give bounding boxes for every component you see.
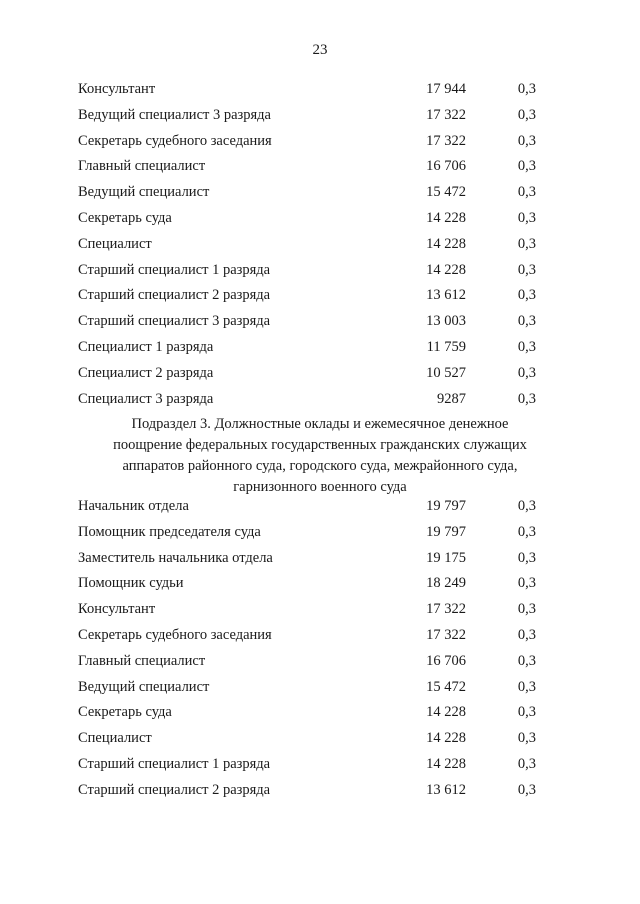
bonus-coefficient: 0,3 (517, 704, 536, 721)
table-row (0, 339, 640, 359)
bonus-coefficient: 0,3 (517, 523, 536, 540)
position-name: Заместитель начальника отдела (78, 549, 273, 566)
bonus-coefficient: 0,3 (517, 498, 536, 514)
position-name: Старший специалист 2 разряда (78, 287, 271, 304)
bonus-coefficient: 0,3 (517, 652, 536, 669)
salary-value: 17 322 (426, 627, 466, 643)
salary-value: 16 706 (426, 158, 466, 175)
page-number: 23 (312, 42, 328, 58)
salary-value: 14 228 (426, 235, 466, 252)
position-name: Ведущий специалист (78, 678, 210, 695)
salary-value: 11 759 (426, 339, 466, 355)
position-name: Секретарь суда (78, 210, 172, 226)
table-row (0, 704, 640, 724)
position-name: Консультант (78, 81, 156, 97)
salary-value: 9287 (437, 390, 466, 407)
bonus-coefficient: 0,3 (517, 364, 536, 381)
bonus-coefficient: 0,3 (517, 106, 536, 123)
bonus-coefficient: 0,3 (517, 756, 536, 772)
subsection-heading (80, 414, 560, 498)
table-row (0, 287, 640, 307)
salary-value: 13 612 (426, 781, 466, 798)
bonus-coefficient: 0,3 (517, 627, 536, 643)
bonus-coefficient: 0,3 (517, 158, 536, 175)
table-row (0, 653, 640, 673)
bonus-coefficient: 0,3 (517, 132, 536, 149)
salary-value: 16 706 (426, 652, 466, 669)
subsection-heading-line: поощрение федеральных государственных гражданских служащих (113, 437, 527, 453)
bonus-coefficient: 0,3 (517, 390, 536, 407)
table-row (0, 236, 640, 256)
position-name: Главный специалист (78, 652, 206, 669)
salary-value: 17 322 (426, 106, 466, 123)
table-row (0, 627, 640, 647)
table-row (0, 262, 640, 282)
table-row (0, 730, 640, 750)
subsection-heading-line: аппаратов районного суда, городского суда, межрайонного суда, (122, 458, 518, 474)
bonus-coefficient: 0,3 (517, 184, 536, 201)
position-name: Специалист 1 разряда (78, 339, 214, 355)
table-row (0, 81, 640, 101)
table-row (0, 313, 640, 333)
salary-value: 14 228 (426, 261, 466, 278)
position-name: Старший специалист 2 разряда (78, 781, 271, 798)
position-name: Старший специалист 1 разряда (78, 756, 271, 772)
table-row (0, 365, 640, 385)
salary-value: 14 228 (426, 210, 466, 226)
salary-value: 17 322 (426, 132, 466, 149)
position-name: Специалист (78, 730, 152, 747)
position-name: Специалист 3 разряда (78, 390, 214, 407)
salary-value: 14 228 (426, 704, 466, 721)
table-row (0, 575, 640, 595)
bonus-coefficient: 0,3 (517, 549, 536, 566)
position-name: Секретарь судебного заседания (78, 627, 272, 643)
salary-value: 17 322 (426, 601, 466, 618)
position-name: Специалист 2 разряда (78, 364, 214, 381)
salary-value: 17 944 (426, 81, 466, 97)
subsection-heading-line: Подраздел 3. Должностные оклады и ежемесячное денежное (131, 416, 509, 432)
salary-value: 18 249 (426, 575, 466, 592)
salary-value: 19 797 (426, 523, 466, 540)
salary-value: 14 228 (426, 756, 466, 772)
bonus-coefficient: 0,3 (517, 287, 536, 304)
position-name: Начальник отдела (78, 498, 189, 514)
position-name: Специалист (78, 235, 152, 252)
table-row (0, 679, 640, 699)
bonus-coefficient: 0,3 (517, 235, 536, 252)
position-name: Ведущий специалист (78, 184, 210, 201)
table-row (0, 107, 640, 127)
subsection-heading-line: гарнизонного военного суда (233, 479, 407, 495)
table-row (0, 601, 640, 621)
bonus-coefficient: 0,3 (517, 210, 536, 226)
position-name: Старший специалист 3 разряда (78, 313, 271, 330)
table-row (0, 524, 640, 544)
table-row (0, 210, 640, 230)
salary-value: 13 612 (426, 287, 466, 304)
position-name: Помощник судьи (78, 575, 184, 592)
position-name: Секретарь судебного заседания (78, 132, 272, 149)
salary-value: 10 527 (426, 364, 466, 381)
bonus-coefficient: 0,3 (517, 261, 536, 278)
position-name: Секретарь суда (78, 704, 172, 721)
salary-value: 13 003 (426, 313, 466, 330)
position-name: Ведущий специалист 3 разряда (78, 106, 271, 123)
bonus-coefficient: 0,3 (517, 781, 536, 798)
table-row (0, 184, 640, 204)
position-name: Консультант (78, 601, 156, 618)
table-row (0, 550, 640, 570)
table-row (0, 782, 640, 802)
table-row (0, 133, 640, 153)
table-row (0, 391, 640, 411)
bonus-coefficient: 0,3 (517, 575, 536, 592)
bonus-coefficient: 0,3 (517, 678, 536, 695)
bonus-coefficient: 0,3 (517, 313, 536, 330)
bonus-coefficient: 0,3 (517, 339, 536, 355)
salary-value: 15 472 (426, 184, 466, 201)
salary-value: 19 797 (426, 498, 466, 514)
bonus-coefficient: 0,3 (517, 601, 536, 618)
bonus-coefficient: 0,3 (517, 81, 536, 97)
table-row (0, 756, 640, 776)
salary-value: 14 228 (426, 730, 466, 747)
position-name: Главный специалист (78, 158, 206, 175)
bonus-coefficient: 0,3 (517, 730, 536, 747)
table-row (0, 158, 640, 178)
salary-value: 19 175 (426, 549, 466, 566)
position-name: Помощник председателя суда (78, 523, 261, 540)
position-name: Старший специалист 1 разряда (78, 261, 271, 278)
salary-value: 15 472 (426, 678, 466, 695)
table-row (0, 498, 640, 518)
